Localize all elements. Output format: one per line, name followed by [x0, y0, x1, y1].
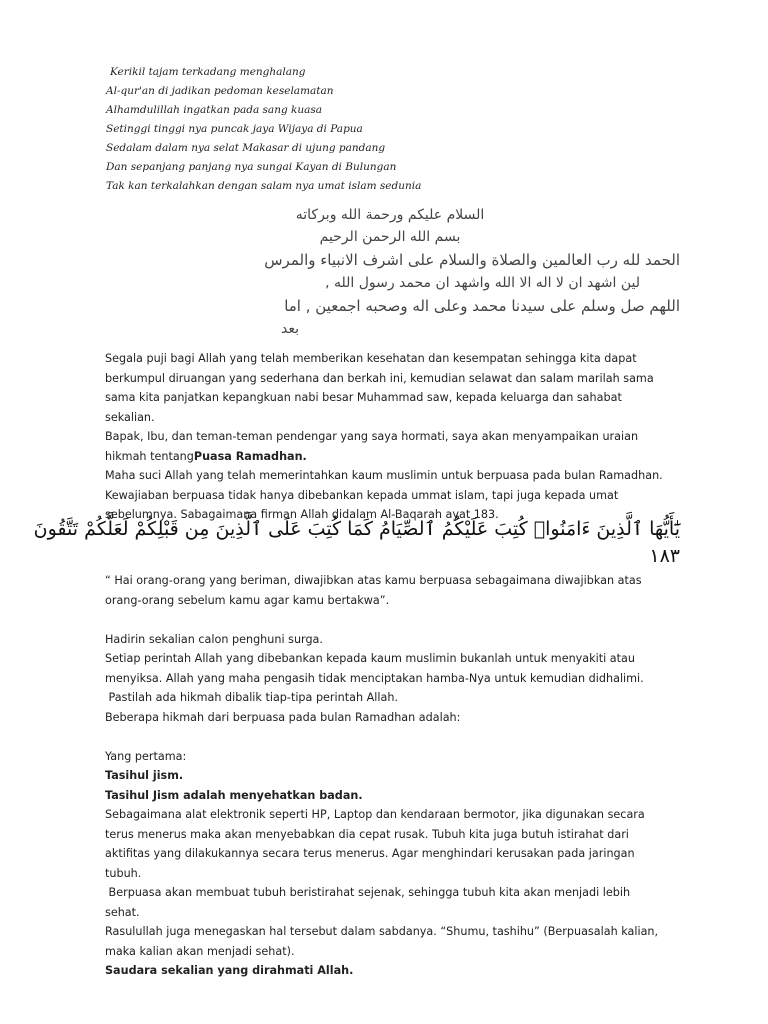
arabic-shalawat: اللهم صل وسلم على سيدنا محمد وعلى اله وصحبه اجمعين , اما: [284, 297, 680, 315]
paragraph-line: Berpuasa akan membuat tubuh beristirahat sejenak, sehingga tubuh kita akan menjadi lebih: [105, 886, 631, 899]
paragraph-line: Segala puji bagi Allah yang telah memberikan kesehatan dan kesempatan sehingga kita dapat: [105, 352, 637, 365]
paragraph-line: Bapak, Ibu, dan teman-teman pendengar yang saya hormati, saya akan menyampaikan uraian: [105, 430, 639, 443]
paragraph-line: Pastilah ada hikmah dibalik tiap-tipa perintah Allah.: [105, 691, 398, 704]
paragraph-line: “ Hai orang-orang yang beriman, diwajibkan atas kamu berpuasa sebagaimana diwajibkan atas: [105, 574, 642, 587]
paragraph-line: tubuh.: [105, 866, 142, 880]
paragraph-line: Sebagaimana alat elektronik seperti HP, Laptop dan kendaraan bermotor, jika digunakan secara: [105, 808, 645, 821]
poem-line: Kerikil tajam terkadang menghalang: [110, 66, 306, 78]
heading-text: Saudara sekalian yang dirahmati Allah.: [105, 964, 354, 977]
arabic-ammaba-du: بعد: [281, 321, 299, 337]
poem-line: Al-qur'an di jadikan pedoman keselamatan: [106, 85, 334, 97]
arabic-greeting: [100, 204, 680, 340]
poem-line: Setinggi tinggi nya puncak jaya Wijaya di Papua: [106, 123, 363, 135]
opening-poem: [106, 63, 666, 196]
paragraph-line: sehat.: [105, 905, 140, 919]
paragraph-line: aktifitas yang dilakukannya secara terus menerus. Agar menghindari kerusakan pada jaringan: [105, 847, 635, 860]
poem-line: Sedalam dalam nya selat Makasar di ujung pandang: [106, 142, 386, 154]
quran-verse: يَٰٓأَيُّهَا ٱلَّذِينَ ءَامَنُوا۟ كُتِبَ عَلَيْكُمُ ٱلصِّيَامُ كَمَا كُتِبَ عَلَى ٱلَّذِينَ مِن قَبْلِكُمْ لَعَلَّكُمْ تَتَّقُونَ: [33, 518, 680, 540]
paragraph-line: berkumpul diruangan yang sederhana dan berkah ini, kemudian selawat dan salam marilah sama: [105, 371, 654, 385]
paragraph-line: terus menerus maka akan menyebabkan dia cepat rusak. Tubuh kita juga butuh istirahat dari: [105, 827, 629, 841]
section-heading: [105, 961, 680, 981]
paragraph-line: Yang pertama:: [105, 749, 187, 763]
paragraph-line: Setiap perintah Allah yang dibebankan kepada kaum muslimin bukanlah untuk menyakiti atau: [105, 652, 635, 665]
paragraph-line: Kewajiaban berpuasa tidak hanya dibebankan kepada ummat islam, tapi juga kepada umat: [105, 488, 619, 502]
paragraph-line: Hadirin sekalian calon penghuni surga.: [105, 632, 323, 646]
speech-body: [33, 349, 680, 981]
arabic-salam: السلام عليكم ورحمة الله وبركاته: [295, 207, 485, 223]
arabic-syahadat: لين اشهد ان لا اله الا الله واشهد ان محمد رسول الله ,: [325, 275, 640, 291]
paragraph-line: Beberapa hikmah dari berpuasa pada bulan Ramadhan adalah:: [105, 710, 461, 724]
heading-text: Tasihul jism.: [105, 769, 184, 782]
paragraph-line: Rasulullah juga menegaskan hal tersebut dalam sabdanya. “Shumu, tashihu” (Berpuasalah kalian,: [105, 925, 659, 938]
poem-line: Dan sepanjang panjang nya sungai Kayan di Bulungan: [106, 161, 397, 173]
paragraph-line: maka kalian akan menjadi sehat).: [105, 944, 295, 958]
paragraph-line: sekalian.: [105, 410, 155, 424]
paragraph-line: Maha suci Allah yang telah memerintahkan kaum muslimin untuk berpuasa pada bulan Ramadhan.: [105, 469, 663, 482]
paragraph-line: sebelumnya. Sabagaimana firman Allah didalam Al-Baqarah ayat 183.: [105, 508, 499, 521]
topic-intro: hikmah tentang: [105, 449, 194, 463]
arabic-hamdalah: الحمد لله رب العالمين والصلاة والسلام على اشرف الانبياء والمرس: [264, 251, 680, 269]
paragraph-line: [105, 447, 680, 467]
arabic-basmalah: بسم الله الرحمن الرحيم: [319, 229, 461, 245]
section-heading: [105, 786, 680, 806]
poem-line: Alhamdulillah ingatkan pada sang kuasa: [106, 104, 323, 116]
verse-number: ١٨٣: [649, 545, 680, 567]
topic-title: Puasa Ramadhan.: [193, 449, 307, 463]
paragraph-line: menyiksa. Allah yang maha pengasih tidak menciptakan hamba-Nya untuk kemudian didhalimi.: [105, 671, 644, 685]
paragraph-line: orang-orang sebelum kamu agar kamu bertakwa”.: [105, 593, 390, 607]
paragraph-line: sama kita panjatkan kepangkuan nabi besar Muhammad saw, kepada keluarga dan sahabat: [105, 391, 622, 404]
section-heading: [105, 766, 680, 786]
heading-text: Tasihul Jism adalah menyehatkan badan.: [105, 788, 363, 802]
poem-line: Tak kan terkalahkan dengan salam nya umat islam sedunia: [106, 180, 422, 192]
